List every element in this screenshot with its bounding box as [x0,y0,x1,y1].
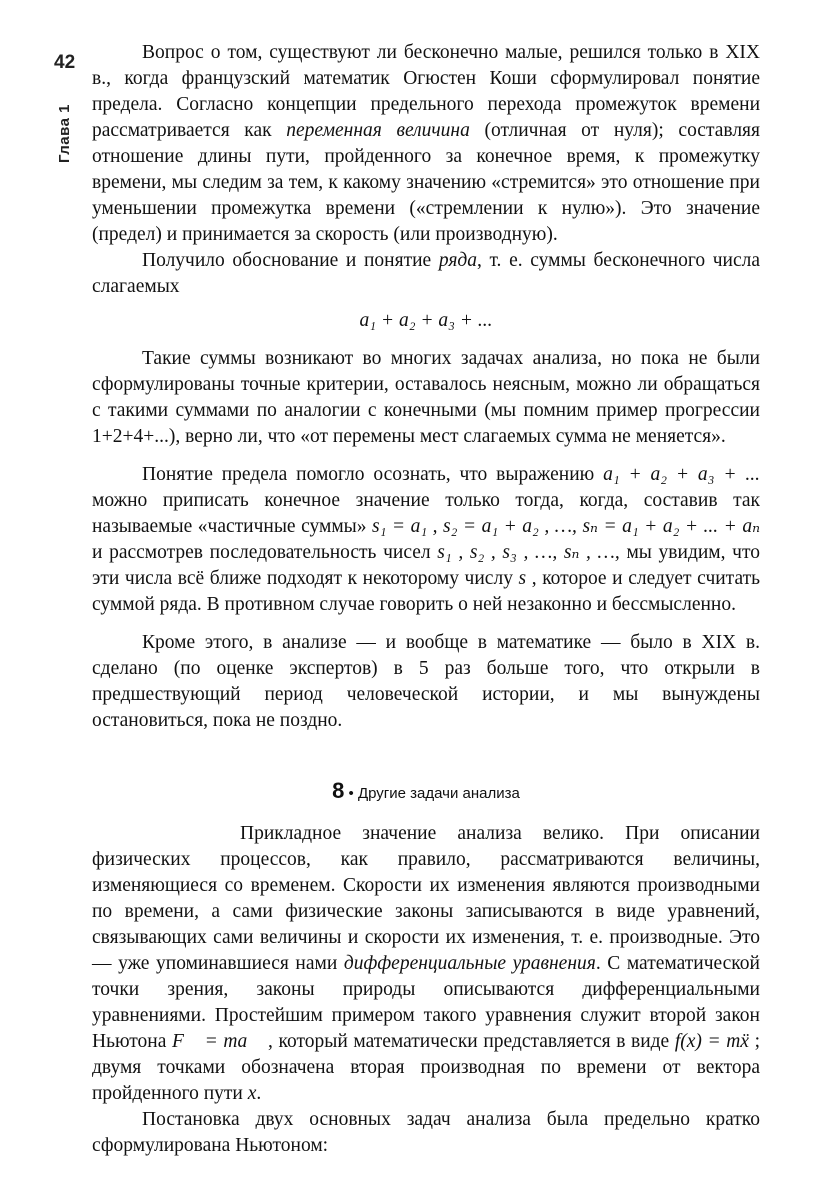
paragraph: Получило обоснование и понятие ряда, т. е. суммы бесконечного числа слагаемых [92,250,760,297]
section-number: 8 [332,778,345,803]
paragraph: Прикладное значение анализа велико. При описании физических процессов, как правило, рассматриваются величины, изменяющиеся со временем. Скорости их изменения являются производными по времени, а сами физические законы записываются в виде уравнений, связывающих сами величины и скорости их изменения, т. е. производные. Это — уже упоминавшиеся нами дифференциальные уравнения. С математической точки зрения, законы природы описываются дифференциальными уравнениями. Простейшим примером такого уравнения служит второй закон Ньютона F⃗ = ma⃗ , который математически представляется в виде f(x) = mẍ ; двумя точками обозначена вторая производная по времени от вектора пройденного пути x. [92,823,760,1104]
chapter-label: Глава 1 [56,104,73,164]
paragraph: Вопрос о том, существуют ли бесконечно малые, решился только в XIX в., когда французский математик Огюстен Коши сформулировал понятие предела. Согласно концепции предельного перехода промежуток времени рассматривается как переменная величина (отличная от нуля); составляя отношение длины пути, пройденного за конечное время, к промежутку времени, мы следим за тем, к какому значению «стремится» это отношение при уменьшении промежутка времени («стремлении к нулю»). Это значение (предел) и принимается за скорость (или производную). [92,42,760,245]
section-heading [92,778,760,807]
paragraph: Кроме этого, в анализе — и вообще в математике — было в XIX в. сделано (по оценке экспертов) в 5 раз больше того, что открыли в предшествующий период человеческой истории, и мы вынуждены остановиться, пока не поздно. [92,632,760,731]
paragraph: Понятие предела помогло осознать, что выражению a₁ + a₂ + a₃ + ... можно приписать конечное значение только тогда, когда, составив так называемые «частичные суммы» s₁ = a₁ , s₂ = a₁ + a₂ , …, sₙ = a₁ + a₂ + ... + aₙ и рассмотрев последовательность чисел s₁ , s₂ , s₃ , …, sₙ , …, мы увидим, что эти числа всё ближе подходят к некоторому числу s , которое и следует считать суммой ряда. В противном случае говорить о ней незаконно и бессмысленно. [92,464,761,615]
section-title: • Другие задачи анализа [344,785,520,802]
page-number: 42 [54,52,76,73]
series-formula: a₁ + a₂ + a₃ + ... [359,310,493,331]
page-body [92,40,760,1159]
paragraph: Постановка двух основных задач анализа была предельно кратко сформулирована Ньютоном: [92,1109,760,1156]
paragraph: Такие суммы возникают во многих задачах анализа, но пока не были сформулированы точные критерии, оставалось неясным, можно ли обращаться с такими суммами по аналогии с конечными (мы помним пример прогрессии 1+2+4+...), верно ли, что «от перемены мест слагаемых сумма не меняется». [92,348,760,447]
